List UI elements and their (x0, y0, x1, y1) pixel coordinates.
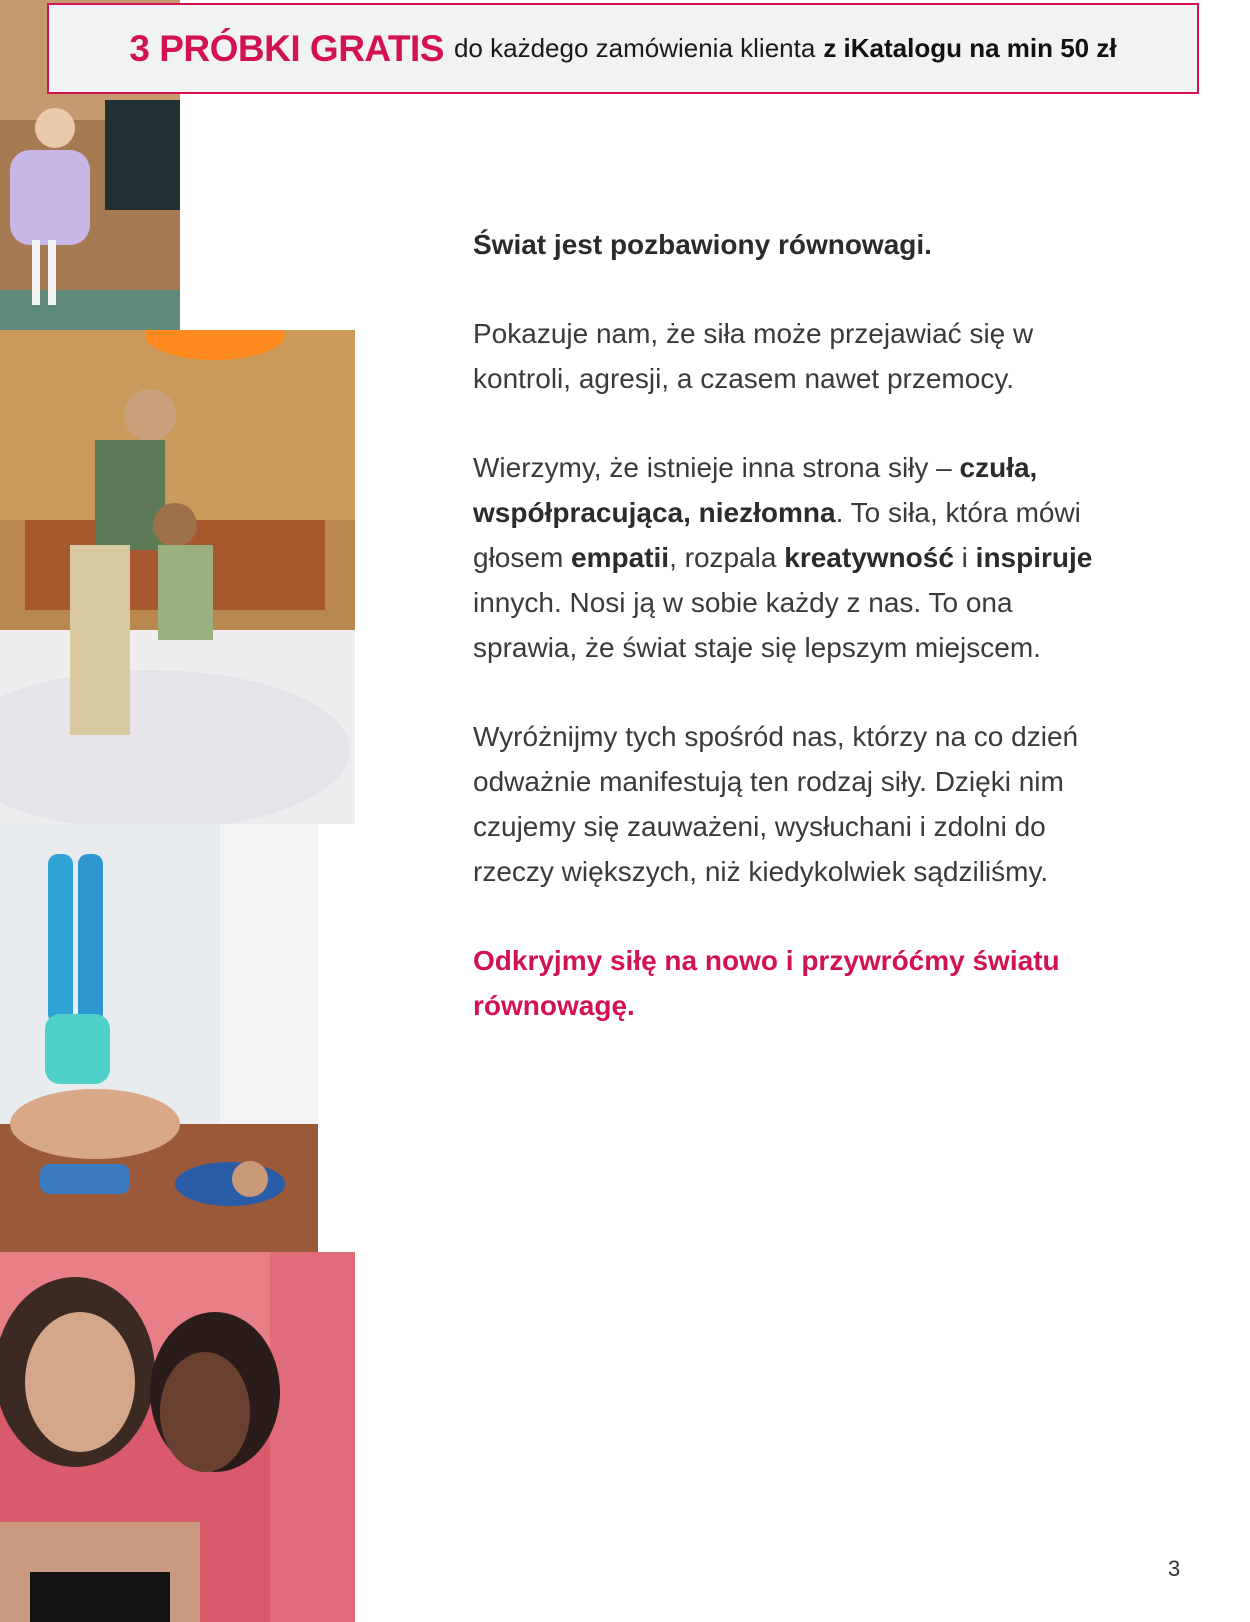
paragraph-3: Wyróżnijmy tych spośród nas, którzy na co dzień odważnie manifestują ten rodzaj siły. Dzięki nim czujemy się zauważeni, wysłuchani i zdolni do rzeczy większych, niż kiedykolwiek sądziliśmy. (473, 721, 1079, 887)
promo-emphasis: z iKatalogu na min 50 zł (823, 33, 1117, 63)
photo-yoga-headstand (0, 824, 318, 1252)
paragraph-1: Pokazuje nam, że siła może przejawiać się w kontroli, agresji, a czasem nawet przemocy. (473, 318, 1034, 394)
p2-bold-2: empatii (571, 542, 670, 573)
p2-bold-3: kreatywność (784, 542, 954, 573)
p2-text-3: , rozpala (669, 542, 785, 573)
promo-middle-text: do każdego zamówienia klienta (453, 33, 816, 63)
closing-statement: Odkryjmy siłę na nowo i przywróćmy światu równowagę. (473, 945, 1060, 1021)
promo-highlight: 3 PRÓBKI GRATIS (129, 27, 444, 69)
p2-text-4: i (953, 542, 976, 573)
photo-friends-smiling (0, 1252, 355, 1622)
heading: Świat jest pozbawiony równowagi. (473, 229, 932, 260)
p2-bold-1: czuła, współpracująca, niezłomna (473, 452, 1038, 528)
photo-father-daughter (0, 330, 355, 824)
p2-bold-4: inspiruje (975, 542, 1093, 573)
page-number: 3 (1168, 1556, 1181, 1581)
p2-text-2: . To siła, która mówi głosem (473, 497, 1081, 573)
promo-banner (47, 3, 1199, 94)
p2-text-5: innych. Nosi ją w sobie każdy z nas. To ona sprawia, że świat staje się lepszym miejscem. (473, 587, 1041, 663)
main-text (473, 222, 1113, 1072)
paragraph-2 (473, 445, 1113, 670)
p2-text-1: Wierzymy, że istnieje inna strona siły – (473, 452, 960, 483)
